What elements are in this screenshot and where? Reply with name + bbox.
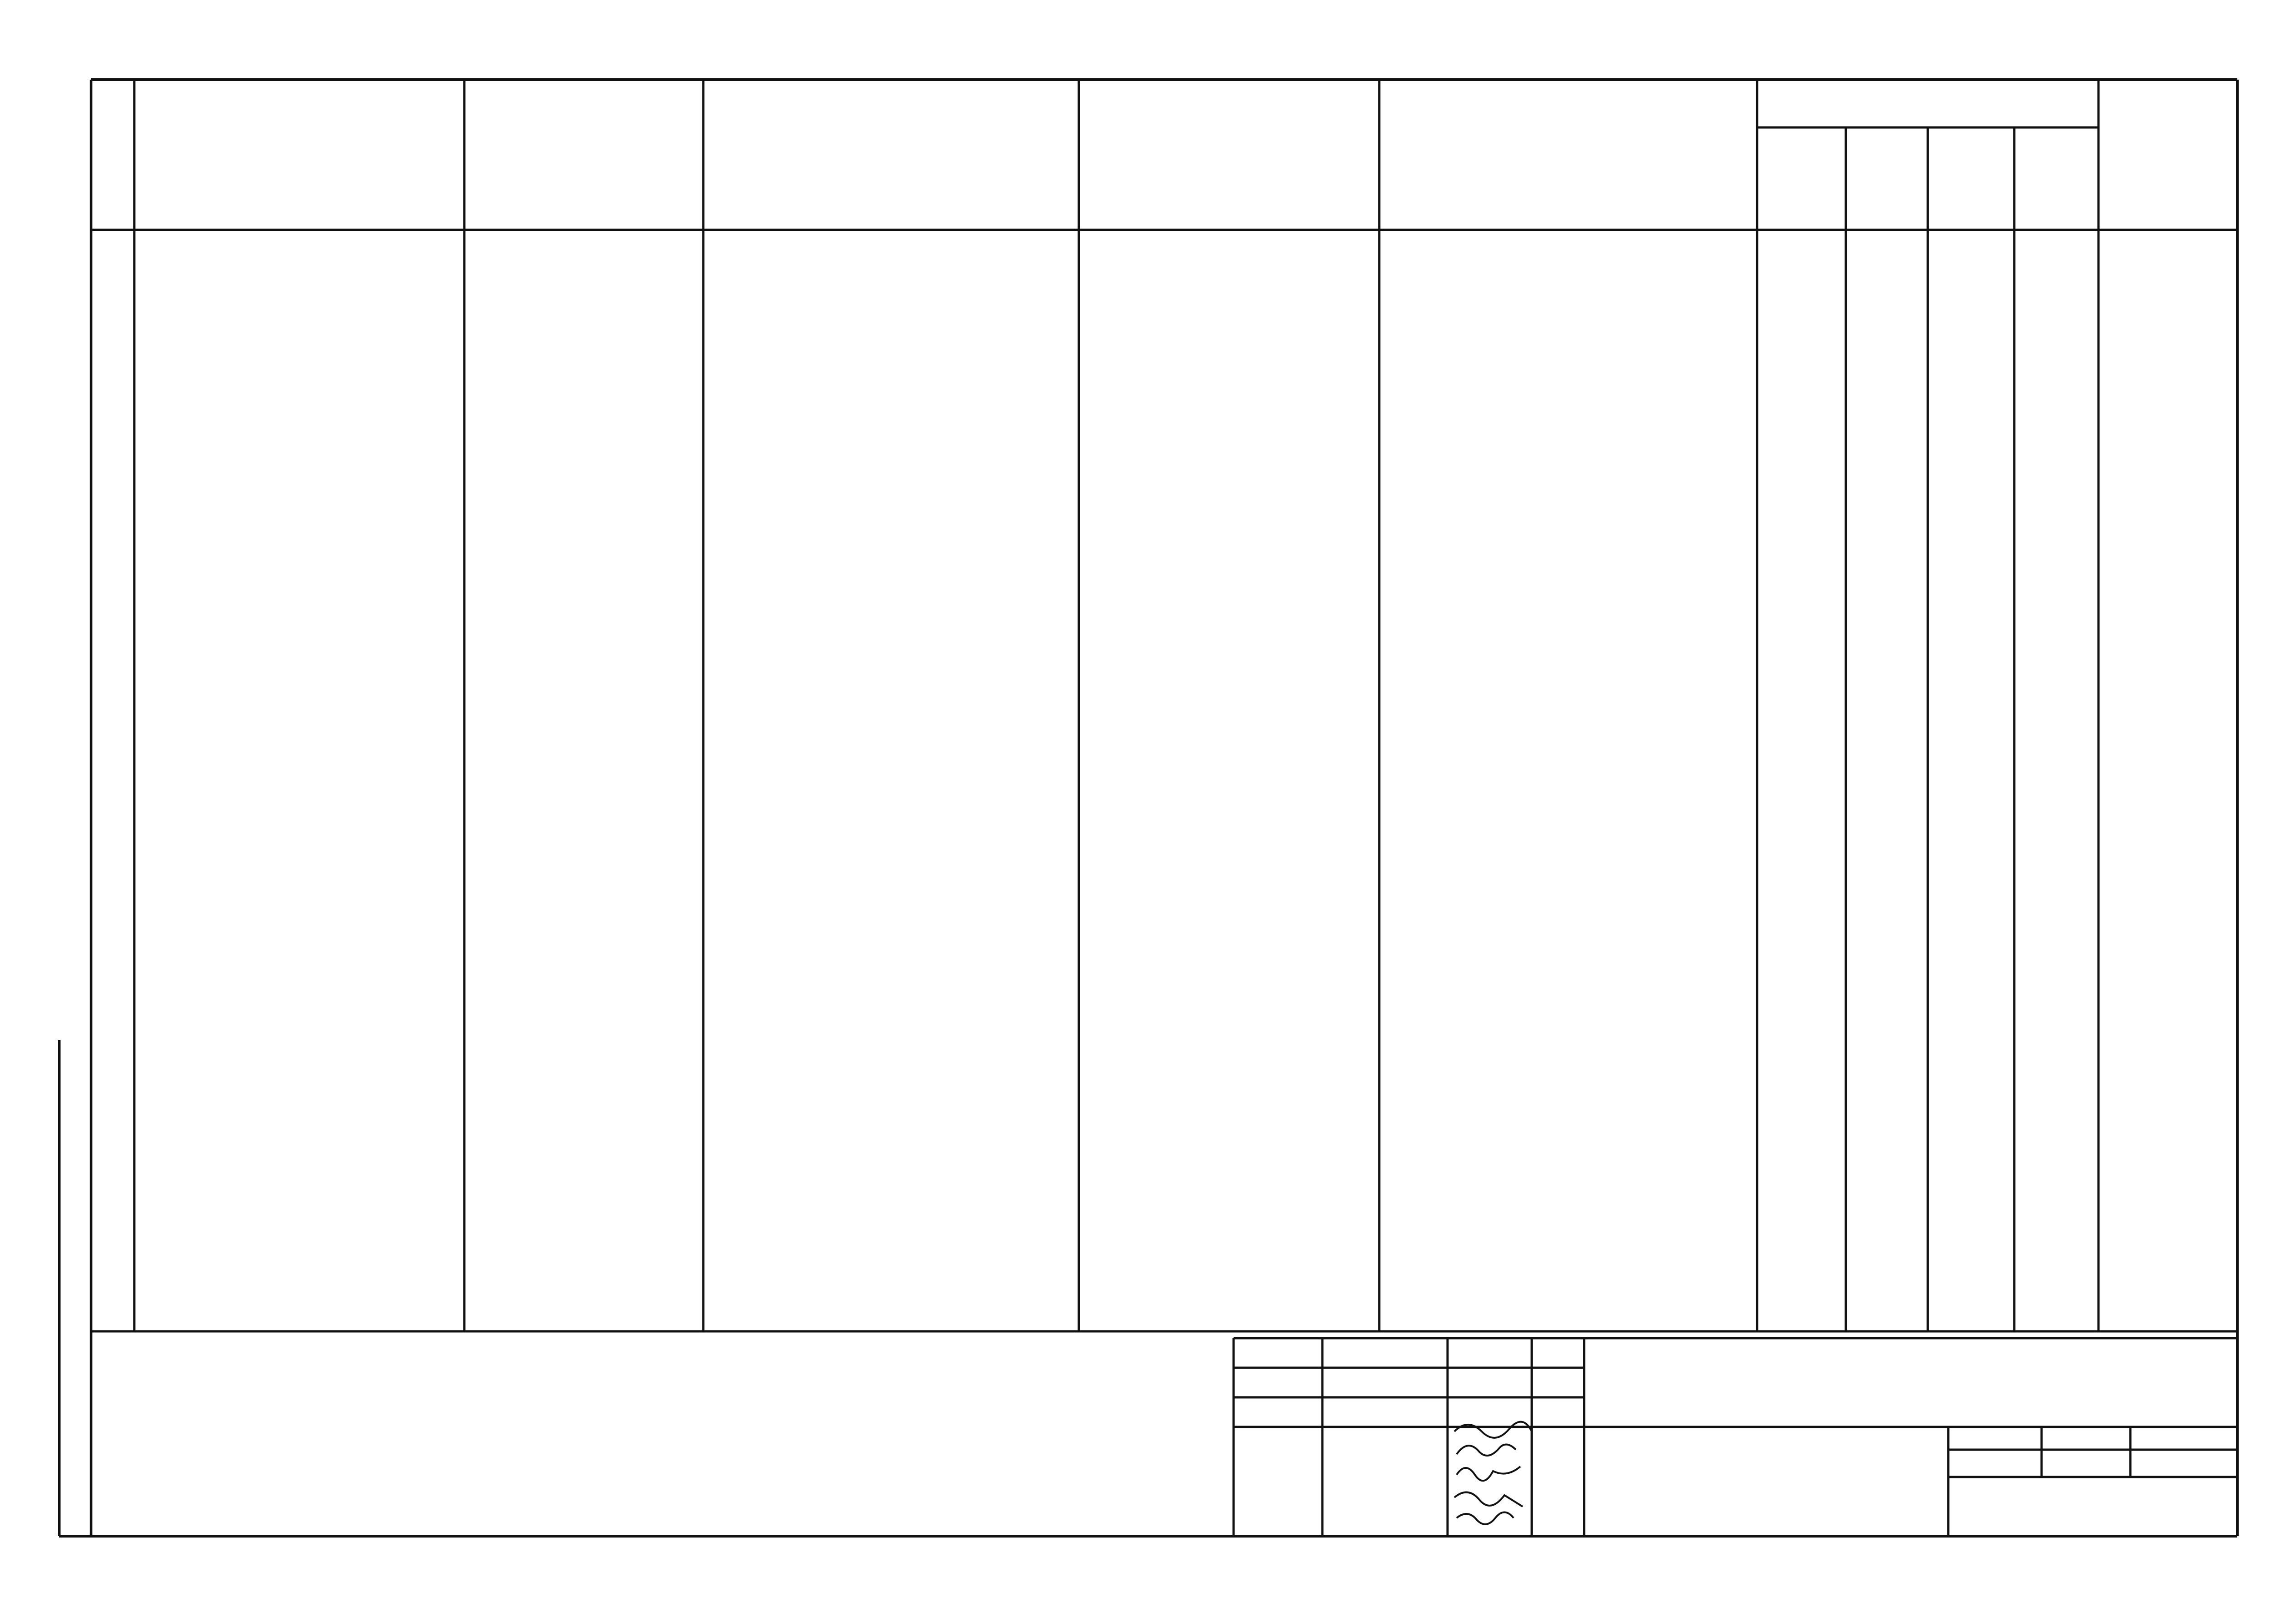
signature-mark: [1454, 1492, 1523, 1507]
signature-mark: [1457, 1467, 1520, 1481]
signatures: [1454, 1422, 1532, 1524]
table-grid: [91, 80, 2237, 1331]
title-block: [1234, 1338, 2237, 1536]
signature-mark: [1457, 1512, 1514, 1524]
frame: [59, 80, 2237, 1536]
signature-mark: [1454, 1422, 1532, 1438]
signature-mark: [1457, 1445, 1516, 1456]
